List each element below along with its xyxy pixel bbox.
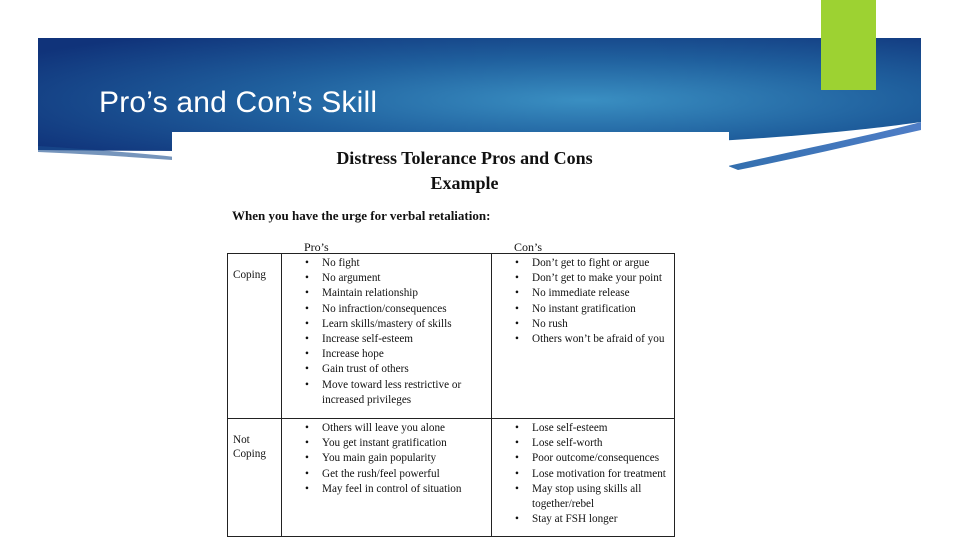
list-item: • Others will leave you alone xyxy=(282,421,491,436)
list-item: • Move toward less restrictive or increased privileges xyxy=(282,378,491,408)
list-item: • No fight xyxy=(282,256,491,271)
row-label: Coping xyxy=(228,254,282,419)
cons-cell xyxy=(492,254,675,419)
list-item: • You get instant gratification xyxy=(282,436,491,451)
list-item: • Get the rush/feel powerful xyxy=(282,467,491,482)
list-item: • Others won’t be afraid of you xyxy=(492,332,674,347)
list-item: • Learn skills/mastery of skills xyxy=(282,317,491,332)
list-item: • Increase self-esteem xyxy=(282,332,491,347)
accent-bar xyxy=(821,0,876,90)
list-item: • May feel in control of situation xyxy=(282,482,491,497)
list-item: • Lose self-worth xyxy=(492,436,674,451)
table-row-not-coping xyxy=(228,419,675,537)
slide-title: Pro’s and Con’s Skill xyxy=(99,86,378,119)
pros-column-header: Pro’s xyxy=(304,240,329,254)
list-item: • Maintain relationship xyxy=(282,286,491,301)
cons-list xyxy=(492,256,674,347)
list-item: • No infraction/consequences xyxy=(282,302,491,317)
pros-list xyxy=(282,421,491,497)
list-item: • No instant gratification xyxy=(492,302,674,317)
list-item: • Increase hope xyxy=(282,347,491,362)
pros-cell xyxy=(282,254,492,419)
pros-cons-table xyxy=(227,253,675,537)
pros-list xyxy=(282,256,491,408)
document-subtitle: Example xyxy=(430,173,499,193)
document-intro: When you have the urge for verbal retaliation: xyxy=(232,208,491,223)
pros-cell xyxy=(282,419,492,537)
list-item: • Lose motivation for treatment xyxy=(492,467,674,482)
table-row-coping xyxy=(228,254,675,419)
list-item: • May stop using skills all together/rebel xyxy=(492,482,674,512)
list-item: • No rush xyxy=(492,317,674,332)
list-item: • Don’t get to fight or argue xyxy=(492,256,674,271)
row-label: Not Coping xyxy=(228,419,282,537)
list-item: • Stay at FSH longer xyxy=(492,512,674,527)
list-item: • Poor outcome/consequences xyxy=(492,451,674,466)
list-item: • No immediate release xyxy=(492,286,674,301)
cons-cell xyxy=(492,419,675,537)
cons-list xyxy=(492,421,674,527)
cons-column-header: Con’s xyxy=(514,240,543,254)
list-item: • You main gain popularity xyxy=(282,451,491,466)
document-title: Distress Tolerance Pros and Cons xyxy=(336,148,593,168)
list-item: • Don’t get to make your point xyxy=(492,271,674,286)
list-item: • Lose self-esteem xyxy=(492,421,674,436)
list-item: • Gain trust of others xyxy=(282,362,491,377)
list-item: • No argument xyxy=(282,271,491,286)
